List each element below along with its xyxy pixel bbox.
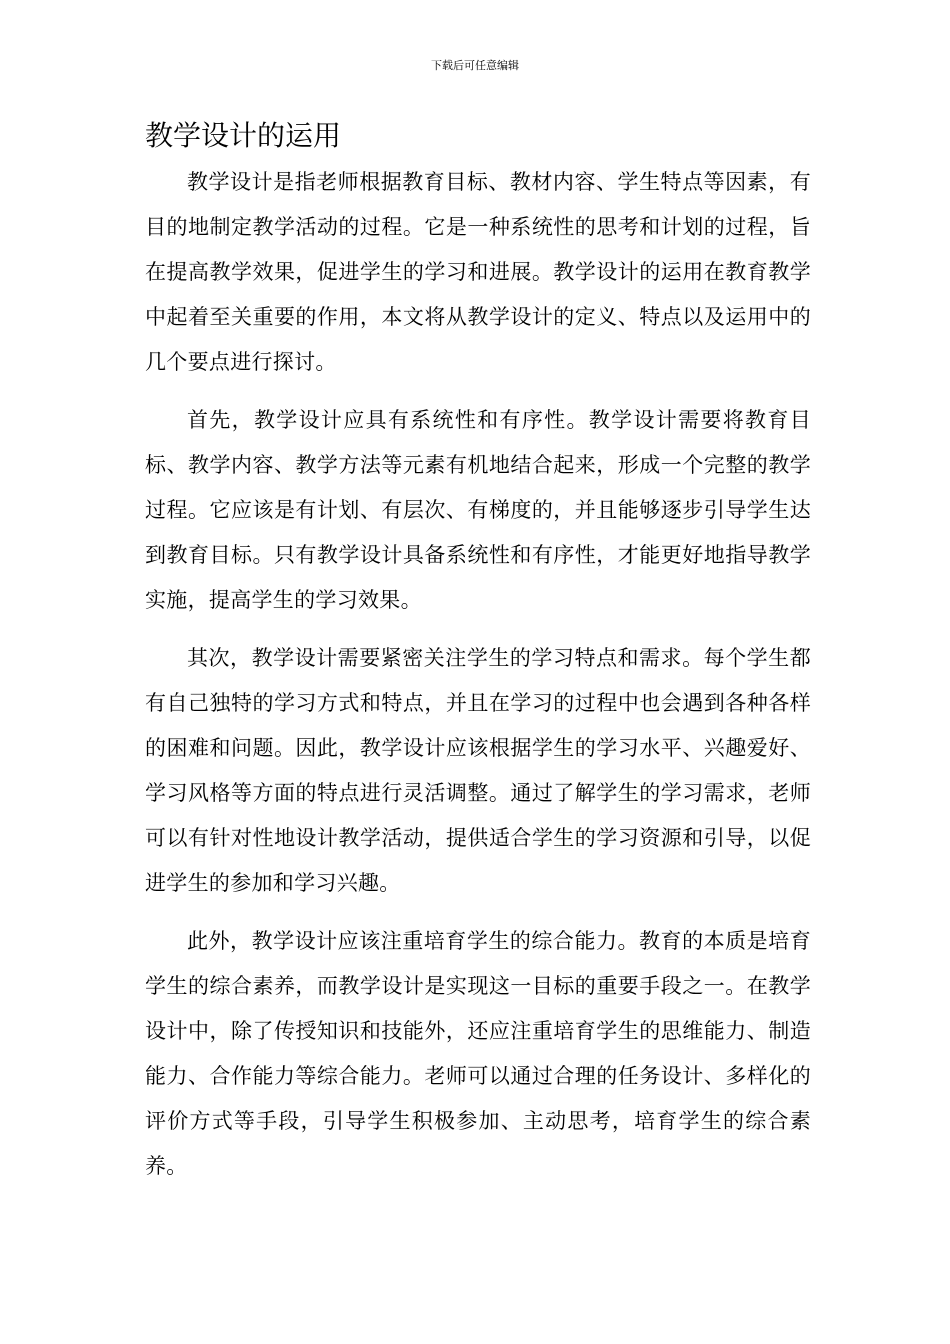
header-note: 下载后可任意编辑 (431, 59, 519, 72)
document-title: 教学设计的运用 (145, 119, 342, 152)
paragraph-third-point: 此外，教学设计应该注重培育学生的综合能力。教育的本质是培育学生的综合素养，而教学设计是实现这一目标的重要手段之一。在教学设计中，除了传授知识和技能外，还应注重培育学生的思维能力、制造能力、合作能力等综合能力。老师可以通过合理的任务设计、多样化的评价方式等手段，引导学生积极参加、主动思考，培育学生的综合素养。 (145, 929, 811, 1178)
paragraph-intro: 教学设计是指老师根据教育目标、教材内容、学生特点等因素，有目的地制定教学活动的过程。它是一种系统性的思考和计划的过程，旨在提高教学效果，促进学生的学习和进展。教学设计的运用在教育教学中起着至关重要的作用，本文将从教学设计的定义、特点以及运用中的几个要点进行探讨。 (145, 170, 811, 374)
paragraph-first-point: 首先，教学设计应具有系统性和有序性。教学设计需要将教育目标、教学内容、教学方法等元素有机地结合起来，形成一个完整的教学过程。它应该是有计划、有层次、有梯度的，并且能够逐步引导学生达到教育目标。只有教学设计具备系统性和有序性，才能更好地指导教学实施，提高学生的学习效果。 (145, 408, 811, 612)
document-body (145, 160, 811, 1202)
paragraph-second-point: 其次，教学设计需要紧密关注学生的学习特点和需求。每个学生都有自己独特的学习方式和特点，并且在学习的过程中也会遇到各种各样的困难和问题。因此，教学设计应该根据学生的学习水平、兴趣爱好、学习风格等方面的特点进行灵活调整。通过了解学生的学习需求，老师可以有针对性地设计教学活动，提供适合学生的学习资源和引导，以促进学生的参加和学习兴趣。 (145, 646, 811, 895)
